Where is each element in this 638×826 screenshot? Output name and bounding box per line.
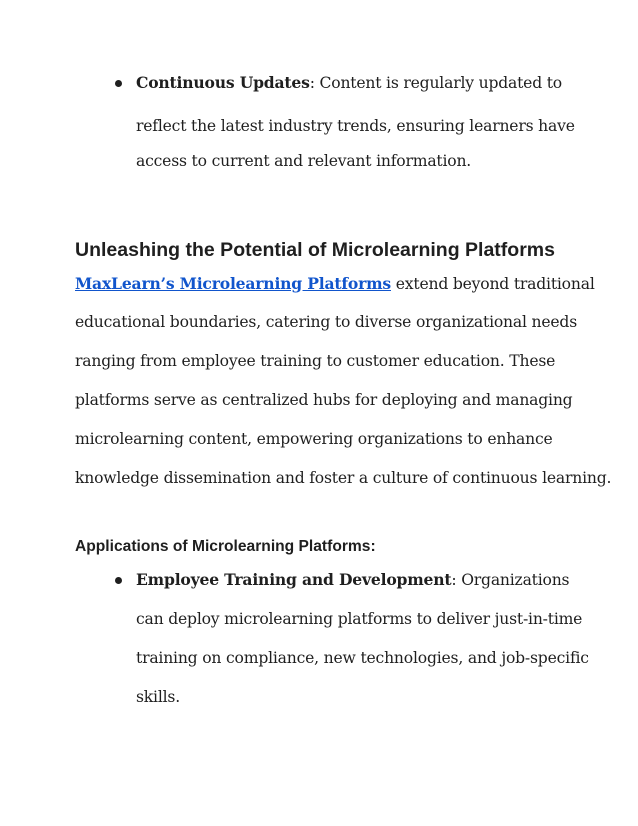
paragraph-line: ranging from employee training to customer education. These [75, 352, 556, 370]
list-item-line [136, 570, 569, 589]
paragraph-line [75, 274, 595, 293]
list-item-line: reflect the latest industry trends, ensuring learners have [136, 117, 575, 135]
list-item-line: can deploy microlearning platforms to deliver just-in-time [136, 610, 583, 628]
paragraph-line: educational boundaries, catering to diverse organizational needs [75, 313, 578, 331]
list-item-title: Employee Training and Development [136, 570, 452, 589]
bullet-icon [115, 577, 122, 584]
list-item-line [136, 73, 562, 92]
bullet-icon [115, 80, 122, 87]
maxlearn-platforms-link[interactable]: MaxLearn’s Microlearning Platforms [75, 274, 391, 293]
list-item-text: : Content is regularly updated to [309, 74, 562, 92]
list-item-text: : Organizations [451, 571, 570, 589]
paragraph-line: platforms serve as centralized hubs for deploying and managing [75, 391, 573, 409]
paragraph-line: knowledge dissemination and foster a culture of continuous learning. [75, 469, 612, 487]
paragraph-text: extend beyond traditional [391, 275, 595, 293]
subsection-heading: Applications of Microlearning Platforms: [75, 538, 376, 555]
list-item-title: Continuous Updates [136, 73, 310, 92]
list-item-line: training on compliance, new technologies, and job-specific [136, 649, 589, 667]
list-item-line: skills. [136, 688, 180, 706]
paragraph-line: microlearning content, empowering organizations to enhance [75, 430, 553, 448]
section-heading: Unleashing the Potential of Microlearning Platforms [75, 239, 555, 261]
list-item-line: access to current and relevant information. [136, 152, 472, 170]
